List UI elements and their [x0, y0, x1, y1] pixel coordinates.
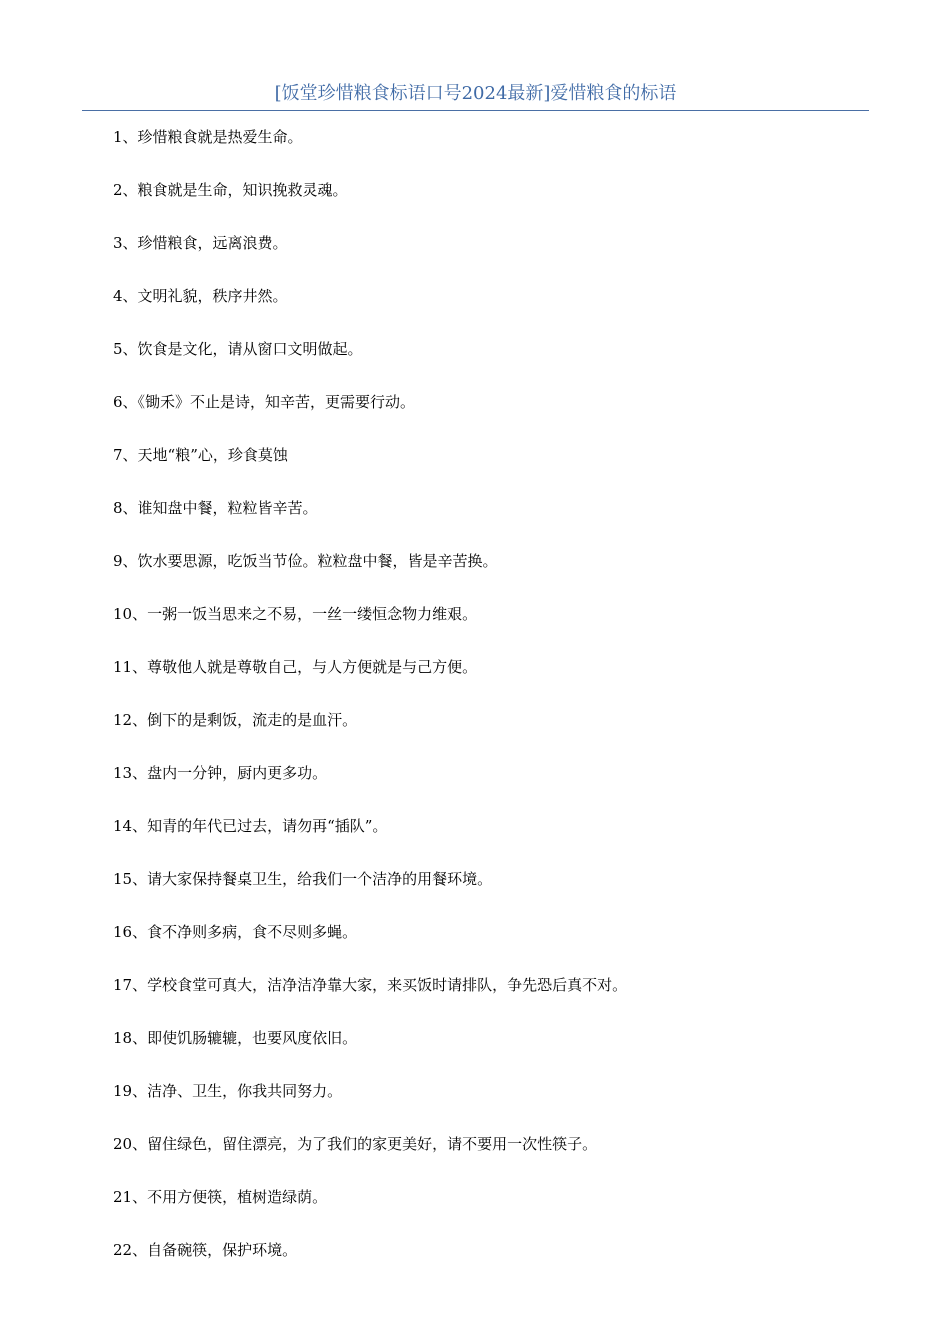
slogan-item: 22、自备碗筷，保护环境。 [113, 1241, 298, 1259]
slogan-item: 19、洁净、卫生，你我共同努力。 [113, 1082, 343, 1100]
slogan-item: 11、尊敬他人就是尊敬自己，与人方便就是与己方便。 [113, 658, 478, 676]
slogan-item: 8、谁知盘中餐，粒粒皆辛苦。 [113, 499, 318, 517]
slogan-item: 13、盘内一分钟，厨内更多功。 [113, 764, 328, 782]
slogan-item: 21、不用方便筷，植树造绿荫。 [113, 1188, 328, 1206]
slogan-item: 12、倒下的是剩饭，流走的是血汗。 [113, 711, 358, 729]
slogan-item: 4、文明礼貌，秩序井然。 [113, 287, 288, 305]
slogan-item: 20、留住绿色，留住漂亮，为了我们的家更美好，请不要用一次性筷子。 [113, 1135, 598, 1153]
page-title: [饭堂珍惜粮食标语口号2024最新]爱惜粮食的标语 [274, 83, 677, 104]
page-header [82, 82, 869, 111]
slogan-item: 10、一粥一饭当思来之不易，一丝一缕恒念物力维艰。 [113, 605, 478, 623]
slogan-item: 9、饮水要思源，吃饭当节俭。粒粒盘中餐，皆是辛苦换。 [113, 552, 498, 570]
slogan-item: 15、请大家保持餐桌卫生，给我们一个洁净的用餐环境。 [113, 870, 493, 888]
slogan-item: 2、粮食就是生命，知识挽救灵魂。 [113, 181, 348, 199]
slogan-item: 16、食不净则多病，食不尽则多蝇。 [113, 923, 358, 941]
slogan-item: 5、饮食是文化，请从窗口文明做起。 [113, 340, 363, 358]
slogan-item: 17、学校食堂可真大，洁净洁净靠大家，来买饭时请排队，争先恐后真不对。 [113, 976, 628, 994]
slogan-item: 6、《锄禾》不止是诗，知辛苦，更需要行动。 [113, 393, 416, 411]
slogan-item: 3、珍惜粮食，远离浪费。 [113, 234, 288, 252]
slogan-list [113, 126, 853, 1292]
slogan-item: 14、知青的年代已过去，请勿再“插队”。 [113, 817, 388, 835]
slogan-item: 7、天地“粮”心，珍食莫蚀 [113, 446, 288, 464]
slogan-item: 1、珍惜粮食就是热爱生命。 [113, 128, 303, 146]
slogan-item: 18、即使饥肠辘辘，也要风度依旧。 [113, 1029, 358, 1047]
